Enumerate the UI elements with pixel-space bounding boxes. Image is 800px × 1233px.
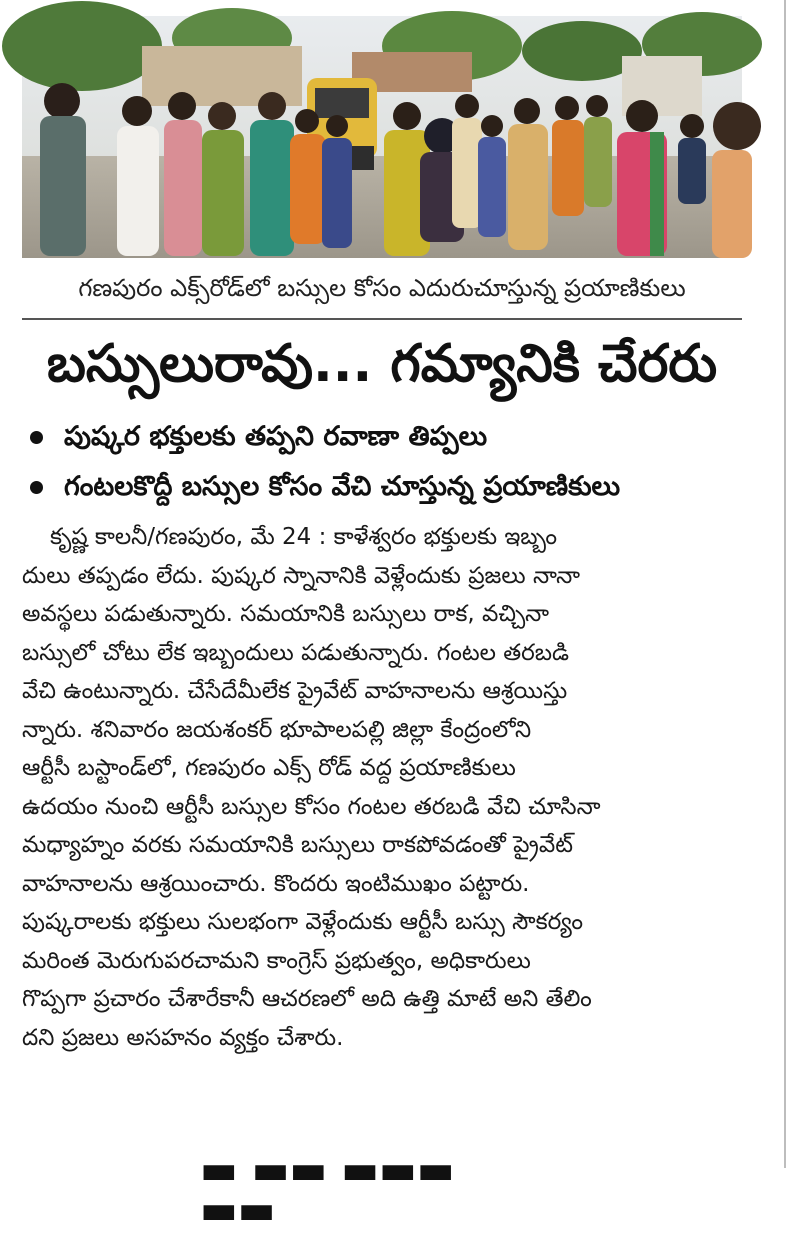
caption-divider xyxy=(22,318,742,320)
crowd-photo-icon xyxy=(22,16,742,258)
subheading-bullet xyxy=(22,412,752,462)
article-line: న్నారు. శనివారం జయశంకర్ భూపాలపల్లి జిల్లా కేంద్రంలోని xyxy=(22,716,532,743)
article-line: మధ్యాహ్నం వరకు సమయానికి బస్సులు రాకపోవడంతో ప్రైవేట్ xyxy=(22,832,573,858)
next-headline-cutoff xyxy=(200,1147,540,1233)
article-line: మరింత మెరుగుపరచామని కాంగ్రెస్ ప్రభుత్వం, అధికారులు xyxy=(22,947,531,974)
subheading-bullet xyxy=(22,462,752,512)
bullet-dot-icon xyxy=(30,431,43,444)
article-line: గొప్పగా ప్రచారం చేశారేకానీ ఆచరణలో అది ఉత్తి మాటే అని తేలిం xyxy=(22,986,592,1012)
article-line: బస్సులో చోటు లేక ఇబ్బందులు పడుతున్నారు. గంటల తరబడి xyxy=(22,639,570,666)
subheading-text: పుష్కర భక్తులకు తప్పని రవాణా తిప్పలు xyxy=(64,421,488,452)
subheading-text: గంటలకొద్దీ బస్సుల కోసం వేచి చూస్తున్న ప్రయాణికులు xyxy=(64,471,621,502)
article-line: అవస్థలు పడుతున్నారు. సమయానికి బస్సులు రాక, వచ్చినా xyxy=(22,601,550,627)
article-line: వాహనాలను ఆశ్రయించారు. కొందరు ఇంటిముఖం పట్టారు. xyxy=(22,870,530,897)
article-line: వేచి ఉంటున్నారు. చేసేదేమీలేక ప్రైవేట్ వాహనాలను ఆశ్రయిస్తు xyxy=(22,678,568,704)
article-line: కృష్ణ కాలనీ/గణపురం, మే 24 : కాళేశ్వరం భక్తులకు ఇబ్బం xyxy=(50,524,558,550)
article-body xyxy=(22,518,744,1057)
article-line: పుష్కరాలకు భక్తులు సులభంగా వెళ్లేందుకు ఆర్టీసీ బస్సు సౌకర్యం xyxy=(22,909,583,935)
photo-caption: గణపురం ఎక్స్‌రోడ్‌లో బస్సుల కోసం ఎదురుచూస్తున్న ప్రయాణికులు xyxy=(78,274,686,302)
article-line: దులు తప్పడం లేదు. పుష్కర స్నానానికి వెళ్లేందుకు ప్రజలు నానా xyxy=(22,562,581,589)
cutoff-text: ▬ ▬▬ ▬▬▬ ▬▬ xyxy=(200,1147,455,1233)
news-photo xyxy=(22,16,742,258)
article-line: ఉదయం నుంచి ఆర్టీసీ బస్సుల కోసం గంటల తరబడి వేచి చూసినా xyxy=(22,793,601,820)
subheading-list xyxy=(22,412,752,512)
bullet-dot-icon xyxy=(30,481,43,494)
page-column-rule xyxy=(784,0,786,1168)
article-line: దని ప్రజలు అసహనం వ్యక్తం చేశారు. xyxy=(22,1024,344,1051)
headline: బస్సులురావు... గమ్యానికి చేరరు xyxy=(46,334,718,394)
article-line: ఆర్టీసీ బస్టాండ్‌లో, గణపురం ఎక్స్ రోడ్ వద్ద ప్రయాణికులు xyxy=(22,755,516,781)
